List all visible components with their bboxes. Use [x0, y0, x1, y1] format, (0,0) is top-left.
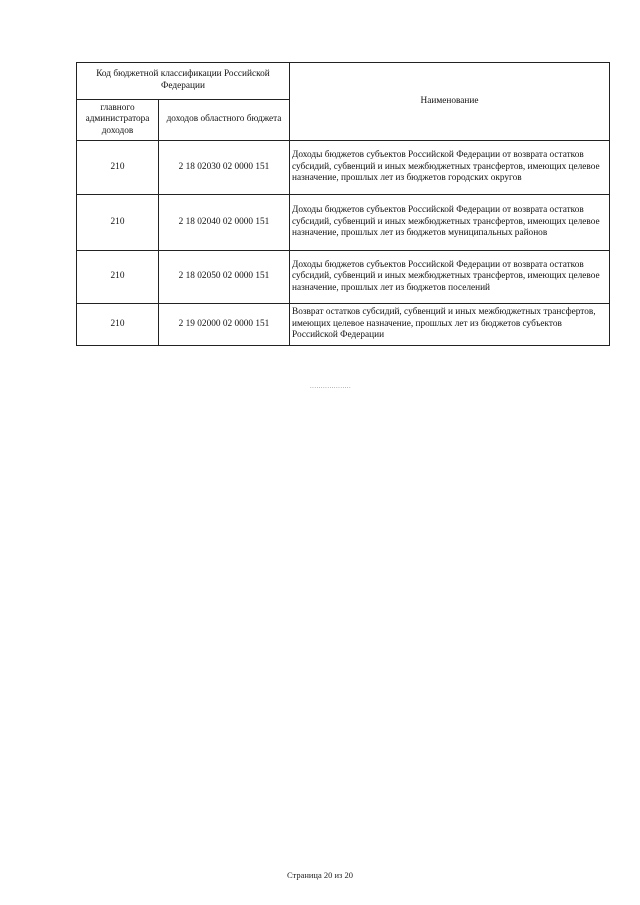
income-name-cell: Доходы бюджетов субъектов Российской Федерации от возврата остатков субсидий, субвенций и иных межбюджетных трансфертов, имеющих целевое назначение, прошлых лет из бюджетов поселений: [290, 251, 610, 304]
table-header-row: [77, 63, 610, 100]
end-separator: ...................: [310, 384, 352, 390]
income-code-cell: 2 18 02050 02 0000 151: [159, 251, 290, 304]
header-regional-budget-income: доходов областного бюджета: [159, 100, 290, 141]
table-row: [77, 251, 610, 304]
income-code-cell: 2 18 02030 02 0000 151: [159, 141, 290, 195]
header-name: Наименование: [290, 63, 610, 141]
header-main-administrator: главного администратора доходов: [77, 100, 159, 141]
header-classification-code: Код бюджетной классификации Российской Федерации: [77, 63, 290, 100]
admin-code-cell: 210: [77, 195, 159, 251]
income-code-cell: 2 18 02040 02 0000 151: [159, 195, 290, 251]
income-name-cell: Доходы бюджетов субъектов Российской Федерации от возврата остатков субсидий, субвенций и иных межбюджетных трансфертов, имеющих целевое назначение, прошлых лет из бюджетов городских округов: [290, 141, 610, 195]
income-name-cell: Возврат остатков субсидий, субвенций и иных межбюджетных трансфертов, имеющих целевое назначение, прошлых лет из бюджетов субъектов Российской Федерации: [290, 304, 610, 346]
table-row: [77, 195, 610, 251]
income-name-cell: Доходы бюджетов субъектов Российской Федерации от возврата остатков субсидий, субвенций и иных межбюджетных трансфертов, имеющих целевое назначение, прошлых лет из бюджетов муниципальных районов: [290, 195, 610, 251]
admin-code-cell: 210: [77, 304, 159, 346]
budget-classification-table: [76, 62, 610, 346]
admin-code-cell: 210: [77, 141, 159, 195]
admin-code-cell: 210: [77, 251, 159, 304]
table-row: [77, 141, 610, 195]
page-number-footer: Страница 20 из 20: [286, 870, 354, 880]
table-row: [77, 304, 610, 346]
income-code-cell: 2 19 02000 02 0000 151: [159, 304, 290, 346]
